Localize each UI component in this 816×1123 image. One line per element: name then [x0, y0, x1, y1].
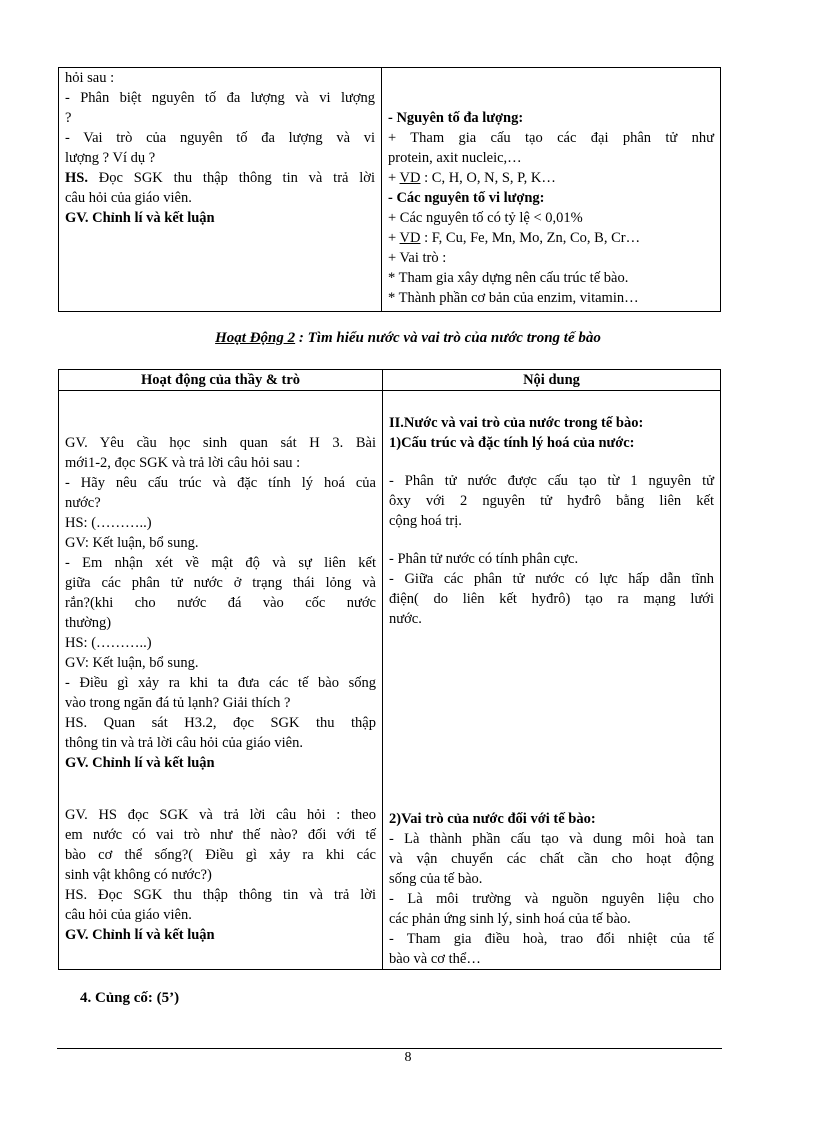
- heading-underlined: Hoạt Động 2: [215, 330, 296, 346]
- text-line: điện( do liên kết hyđrô) tạo ra mạng lưới: [389, 591, 714, 607]
- text-line: [65, 168, 375, 188]
- activity-heading: [0, 330, 816, 347]
- table2-right-cell: [383, 391, 721, 970]
- text-line: mới1-2, đọc SGK và trả lời câu hỏi sau :: [65, 455, 301, 471]
- text-line: - Vai trò của nguyên tố đa lượng và vi: [65, 130, 375, 146]
- text-line: ?: [65, 110, 72, 126]
- text-line: hỏi sau :: [65, 70, 115, 86]
- text-line: - Nguyên tố đa lượng:: [388, 110, 524, 126]
- text-line: * Thành phần cơ bản của enzim, vitamin…: [388, 290, 639, 306]
- text-line: sinh vật không có nước?): [65, 867, 212, 883]
- text-line: GV. HS đọc SGK và trả lời câu hỏi : theo: [65, 807, 376, 823]
- text-fragment: +: [388, 230, 400, 246]
- text-line: - Các nguyên tố vi lượng:: [388, 190, 545, 206]
- text-line: - Em nhận xét về mật độ và sự liên kết: [65, 555, 376, 571]
- footer-rule: [57, 1048, 722, 1049]
- section-4-heading: 4. Củng cố: (5’): [80, 990, 180, 1006]
- text-line: vào trong ngăn đá tủ lạnh? Giải thích ?: [65, 695, 291, 711]
- text-line: - Là môi trường và nguồn nguyên liệu cho: [389, 891, 714, 907]
- text-line: - Là thành phần cấu tạo và dung môi hoà tan: [389, 831, 714, 847]
- text-line: HS. Đọc SGK thu thập thông tin và trả lời: [65, 887, 376, 903]
- text-line: - Điều gì xảy ra khi ta đưa các tế bào sống: [65, 675, 376, 691]
- page-number: 8: [404, 1050, 412, 1065]
- table-continuation: [58, 67, 721, 312]
- text-fragment: : F, Cu, Fe, Mn, Mo, Zn, Co, B, Cr…: [424, 230, 641, 246]
- text-line: ôxy với 2 nguyên tử hyđrô bằng liên kết: [389, 493, 714, 509]
- spacer: [389, 453, 714, 471]
- text-line: rắn?(khi cho nước đá vào cốc nước: [65, 595, 376, 611]
- text-line: + Vai trò :: [388, 250, 447, 266]
- text-line: GV. Chỉnh lí và kết luận: [65, 210, 215, 226]
- text-line: - Phân biệt nguyên tố đa lượng và vi lượng: [65, 90, 375, 106]
- hs-label: HS.: [65, 170, 88, 186]
- text-line: câu hỏi của giáo viên.: [65, 907, 192, 923]
- table1-right-cell: [382, 68, 721, 312]
- text-line: nước?: [65, 495, 101, 511]
- text-line: + VD : C, H, O, N, S, P, K…: [388, 170, 556, 186]
- text-line: HS: (………..): [65, 515, 152, 531]
- spacer: [389, 531, 714, 549]
- vd-label: VD: [399, 170, 421, 186]
- spacer: [65, 391, 376, 433]
- text-line: câu hỏi của giáo viên.: [65, 190, 192, 206]
- text-line: GV. Yêu cầu học sinh quan sát H 3. Bài: [65, 435, 376, 451]
- text-line: em nước có vai trò như thế nào? đối với tế: [65, 827, 376, 843]
- col-header-content: Nội dung: [383, 370, 721, 391]
- text-line: GV: Kết luận, bổ sung.: [65, 655, 199, 671]
- col-header-activity: Hoạt động của thầy & trò: [59, 370, 383, 391]
- text-line: thông tin và trả lời câu hỏi của giáo viên.: [65, 735, 303, 751]
- spacer: [65, 773, 376, 805]
- text-fragment: Đọc SGK thu thập thông tin và trả lời: [98, 170, 376, 186]
- subsection-title: 1)Cấu trúc và đặc tính lý hoá của nước:: [389, 435, 635, 451]
- spacer: [389, 629, 714, 809]
- text-line: - Phân tử nước có tính phân cực.: [389, 551, 579, 567]
- text-line: các phản ứng sinh lý, sinh hoá của tế bào.: [389, 911, 631, 927]
- text-line: và vận chuyển các chất cần cho hoạt động: [389, 851, 714, 867]
- text-line: [388, 228, 714, 248]
- text-line: protein, axit nucleic,…: [388, 150, 522, 166]
- text-line: cộng hoá trị.: [389, 513, 462, 529]
- text-line: * Tham gia xây dựng nên cấu trúc tế bào.: [388, 270, 629, 286]
- text-line: GV: Kết luận, bổ sung.: [65, 535, 199, 551]
- text-line: + Tham gia cấu tạo các đại phân tử như: [388, 130, 714, 146]
- heading-rest: : Tìm hiểu nước và vai trò của nước trong tế bào: [295, 330, 601, 346]
- text-line: + Các nguyên tố có tỷ lệ < 0,01%: [388, 210, 583, 226]
- text-line: bào cơ thể sống?( Điều gì xảy ra khi các: [65, 847, 376, 863]
- text-line: - Tham gia điều hoà, trao đổi nhiệt của tế: [389, 931, 714, 947]
- spacer: [388, 68, 714, 88]
- vd-label: VD: [399, 230, 421, 246]
- text-line: - Phân tử nước được cấu tạo từ 1 nguyên tử: [389, 473, 714, 489]
- table1-left-cell: [59, 68, 382, 312]
- spacer: [389, 391, 714, 413]
- text-line: nước.: [389, 611, 422, 627]
- text-line: GV. Chỉnh lí và kết luận: [65, 755, 215, 771]
- text-line: lượng ? Ví dụ ?: [65, 150, 156, 166]
- text-line: GV. Chỉnh lí và kết luận: [65, 927, 215, 943]
- text-fragment: : C, H, O, N, S, P, K…: [424, 170, 556, 186]
- text-line: HS: (………..): [65, 635, 152, 651]
- text-line: HS. Quan sát H3.2, đọc SGK thu thập: [65, 715, 376, 731]
- table2-left-cell: [59, 391, 383, 970]
- text-line: sống của tế bào.: [389, 871, 483, 887]
- text-line: giữa các phân tử nước ở trạng thái lỏng và: [65, 575, 376, 591]
- text-line: thường): [65, 615, 112, 631]
- text-line: bào và cơ thể…: [389, 951, 481, 967]
- text-line: - Giữa các phân tử nước có lực hấp dẫn tĩnh: [389, 571, 714, 587]
- text-line: - Hãy nêu cấu trúc và đặc tính lý hoá của: [65, 475, 376, 491]
- spacer: [388, 88, 714, 108]
- table-activity: [58, 369, 721, 970]
- subsection-title: 2)Vai trò của nước đối với tế bào:: [389, 811, 596, 827]
- section-title: II.Nước và vai trò của nước trong tế bào:: [389, 415, 644, 431]
